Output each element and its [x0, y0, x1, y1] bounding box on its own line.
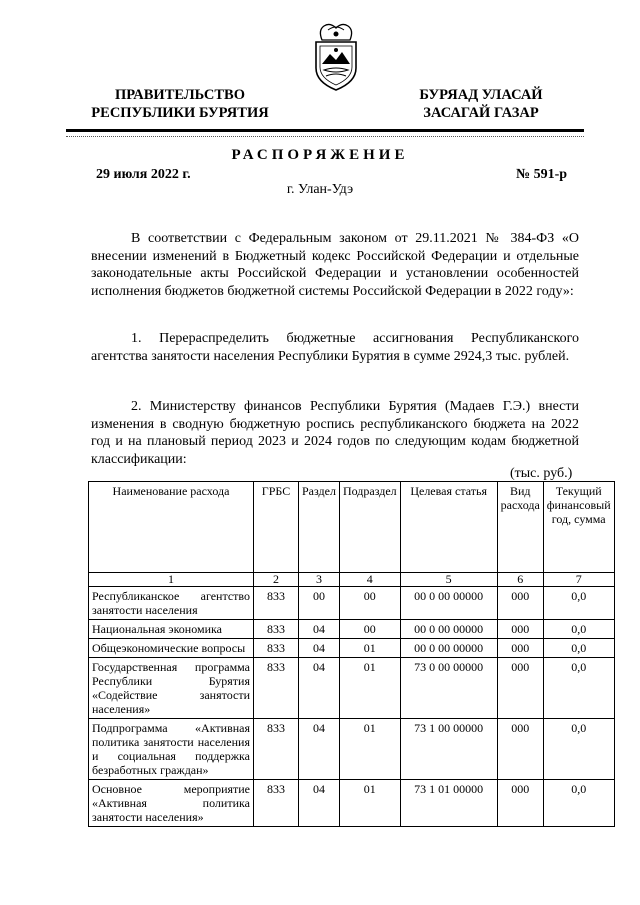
clause-2-paragraph: 2. Министерству финансов Республики Бурятия (Мадаев Г.Э.) внести изменения в сводную бюджетную роспись республиканского бюджета на 2022 год и на плановый период 2023 и 2024 годов по следующим кодам бюджетной классификации:: [91, 399, 579, 467]
government-name-buryat-line1: БУРЯАД УЛАСАЙ: [419, 87, 543, 103]
preamble-paragraph: В соответствии с Федеральным законом от 29.11.2021 № 384-ФЗ «О внесении изменений в Бюджетный кодекс Российской Федерации и отдельные законодательные акты Российской Федерации и установлении особенностей исполнения бюджетов бюджетной системы Российской Федерации в 2022 году»:: [91, 231, 579, 299]
expense-type-cell: 000: [497, 780, 543, 827]
amount-cell: 0,0: [543, 658, 614, 719]
target-article-cell: 00 0 00 00000: [400, 639, 497, 658]
amount-cell: 0,0: [543, 587, 614, 620]
grbs-cell: 833: [254, 658, 299, 719]
table-row: [89, 639, 615, 658]
government-name-line1: ПРАВИТЕЛЬСТВО: [115, 87, 245, 103]
grbs-cell: 833: [254, 639, 299, 658]
column-number: 3: [299, 573, 340, 587]
coat-of-arms-emblem: [308, 20, 364, 92]
table-unit-label: (тыс. руб.): [510, 466, 573, 481]
column-number: 6: [497, 573, 543, 587]
expense-name-cell: Общеэкономические вопросы: [89, 639, 254, 658]
section-cell: 04: [299, 658, 340, 719]
target-article-cell: 73 0 00 00000: [400, 658, 497, 719]
subsection-cell: 01: [339, 780, 400, 827]
section-cell: 04: [299, 620, 340, 639]
column-number: 2: [254, 573, 299, 587]
budget-classification-table: [88, 481, 615, 827]
table-row: [89, 719, 615, 780]
document-date: 29 июля 2022 г.: [96, 167, 191, 182]
header-divider-thick: [66, 129, 584, 132]
expense-type-cell: 000: [497, 620, 543, 639]
grbs-cell: 833: [254, 620, 299, 639]
expense-name-cell: Подпрограмма «Активная политика занятости населения и социальная поддержка безработных граждан»: [89, 719, 254, 780]
header-expense-type: Вид расхода: [497, 482, 543, 573]
table-row: [89, 780, 615, 827]
subsection-cell: 00: [339, 620, 400, 639]
expense-type-cell: 000: [497, 719, 543, 780]
government-name-buryat: [396, 86, 566, 122]
section-cell: 04: [299, 719, 340, 780]
header-expense-name: Наименование расхода: [89, 482, 254, 573]
target-article-cell: 73 1 00 00000: [400, 719, 497, 780]
table-row: [89, 620, 615, 639]
expense-type-cell: 000: [497, 587, 543, 620]
table-header-row: [89, 482, 615, 573]
column-number: 5: [400, 573, 497, 587]
section-cell: 04: [299, 780, 340, 827]
header-subsection: Подраздел: [339, 482, 400, 573]
expense-name-cell: Национальная экономика: [89, 620, 254, 639]
table-row: [89, 658, 615, 719]
government-name-line2: РЕСПУБЛИКИ БУРЯТИЯ: [91, 105, 269, 121]
subsection-cell: 01: [339, 719, 400, 780]
expense-name-cell: Республиканское агентство занятости населения: [89, 587, 254, 620]
grbs-cell: 833: [254, 587, 299, 620]
expense-type-cell: 000: [497, 658, 543, 719]
header-grbs: ГРБС: [254, 482, 299, 573]
column-number: 7: [543, 573, 614, 587]
subsection-cell: 00: [339, 587, 400, 620]
header-target-article: Целевая статья: [400, 482, 497, 573]
expense-type-cell: 000: [497, 639, 543, 658]
document-city: г. Улан-Удэ: [286, 182, 354, 197]
target-article-cell: 73 1 01 00000: [400, 780, 497, 827]
amount-cell: 0,0: [543, 719, 614, 780]
header-divider-dotted: [66, 136, 584, 137]
column-number: 4: [339, 573, 400, 587]
amount-cell: 0,0: [543, 780, 614, 827]
document-number: № 591-р: [516, 167, 568, 182]
grbs-cell: 833: [254, 719, 299, 780]
section-cell: 00: [299, 587, 340, 620]
government-name-buryat-line2: ЗАСАГАЙ ГАЗАР: [423, 105, 539, 121]
table-row: [89, 587, 615, 620]
document-title: РАСПОРЯЖЕНИЕ: [231, 147, 409, 163]
amount-cell: 0,0: [543, 620, 614, 639]
section-cell: 04: [299, 639, 340, 658]
header-section: Раздел: [299, 482, 340, 573]
government-name-russian: [80, 86, 280, 122]
subsection-cell: 01: [339, 658, 400, 719]
header-amount: Текущий финансовый год, сумма: [543, 482, 614, 573]
subsection-cell: 01: [339, 639, 400, 658]
amount-cell: 0,0: [543, 639, 614, 658]
expense-name-cell: Основное мероприятие «Активная политика занятости населения»: [89, 780, 254, 827]
target-article-cell: 00 0 00 00000: [400, 620, 497, 639]
clause-1-paragraph: 1. Перераспределить бюджетные ассигнования Республиканского агентства занятости населения Республики Бурятия в сумме 2924,3 тыс. рублей.: [91, 331, 579, 364]
target-article-cell: 00 0 00 00000: [400, 587, 497, 620]
table-column-number-row: [89, 573, 615, 587]
expense-name-cell: Государственная программа Республики Бурятия «Содействие занятости населения»: [89, 658, 254, 719]
column-number: 1: [89, 573, 254, 587]
grbs-cell: 833: [254, 780, 299, 827]
